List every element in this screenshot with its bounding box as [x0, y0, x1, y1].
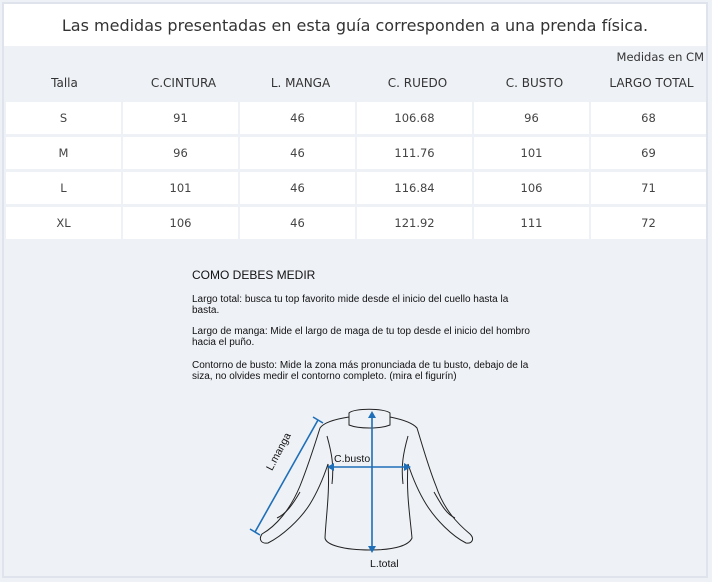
table-cell: 101 — [474, 137, 589, 169]
table-cell: 69 — [591, 137, 706, 169]
instruction-largo-total: Largo total: busca tu top favorito mide desde el inicio del cuello hasta la basta. — [192, 294, 509, 316]
table-cell: 111 — [474, 207, 589, 239]
column-header-largo: LARGO TOTAL — [609, 76, 694, 90]
sleeve-length-label: L.manga — [264, 430, 294, 473]
table-cell: M — [6, 137, 121, 169]
sleeve-measure-cap-bottom — [250, 529, 260, 535]
table-cell: 71 — [591, 172, 706, 204]
column-header-ruedo: C. RUEDO — [387, 76, 448, 90]
column-header-manga: L. MANGA — [270, 76, 331, 90]
table-cell: 46 — [240, 102, 355, 134]
column-header-cintura: C.CINTURA — [150, 76, 217, 90]
left-cuff-seam — [277, 492, 300, 518]
table-cell: 106 — [474, 172, 589, 204]
table-cell: 121.92 — [357, 207, 472, 239]
size-guide-panel — [2, 2, 708, 578]
table-cell: 91 — [123, 102, 238, 134]
table-cell: 101 — [123, 172, 238, 204]
table-cell: 96 — [123, 137, 238, 169]
table-cell: 96 — [474, 102, 589, 134]
table-cell: 72 — [591, 207, 706, 239]
left-seam — [327, 436, 333, 484]
collar-outline — [349, 409, 390, 428]
table-cell: 68 — [591, 102, 706, 134]
table-cell: 106 — [123, 207, 238, 239]
table-cell: S — [6, 102, 121, 134]
total-arrow-top — [368, 411, 376, 418]
instruction-largo-manga: Largo de manga: Mide el largo de maga de tu top desde el inicio del hombro hacia el puño. — [192, 326, 530, 348]
bust-label: C.busto — [334, 453, 371, 465]
table-cell: XL — [6, 207, 121, 239]
table-cell: 46 — [240, 172, 355, 204]
column-header-talla: Talla — [51, 76, 78, 90]
table-cell: L — [6, 172, 121, 204]
table-cell: 46 — [240, 137, 355, 169]
instruction-contorno-busto: Contorno de busto: Mide la zona más pronunciada de tu busto, debajo de la siza, no olvides medir el contorno completo. (mira el figurín) — [192, 360, 529, 382]
garment-figure — [4, 4, 706, 576]
units-note: Medidas en CM — [616, 50, 704, 64]
table-cell: 106.68 — [357, 102, 472, 134]
table-cell: 46 — [240, 207, 355, 239]
total-length-label: L.total — [370, 558, 399, 570]
table-cell: 111.76 — [357, 137, 472, 169]
column-header-busto: C. BUSTO — [505, 76, 564, 90]
guide-title: Las medidas presentadas en esta guía corresponden a una prenda física. — [61, 15, 649, 35]
howto-title: COMO DEBES MEDIR — [192, 268, 316, 282]
table-cell: 116.84 — [357, 172, 472, 204]
sleeve-measure-cap-top — [313, 417, 323, 423]
